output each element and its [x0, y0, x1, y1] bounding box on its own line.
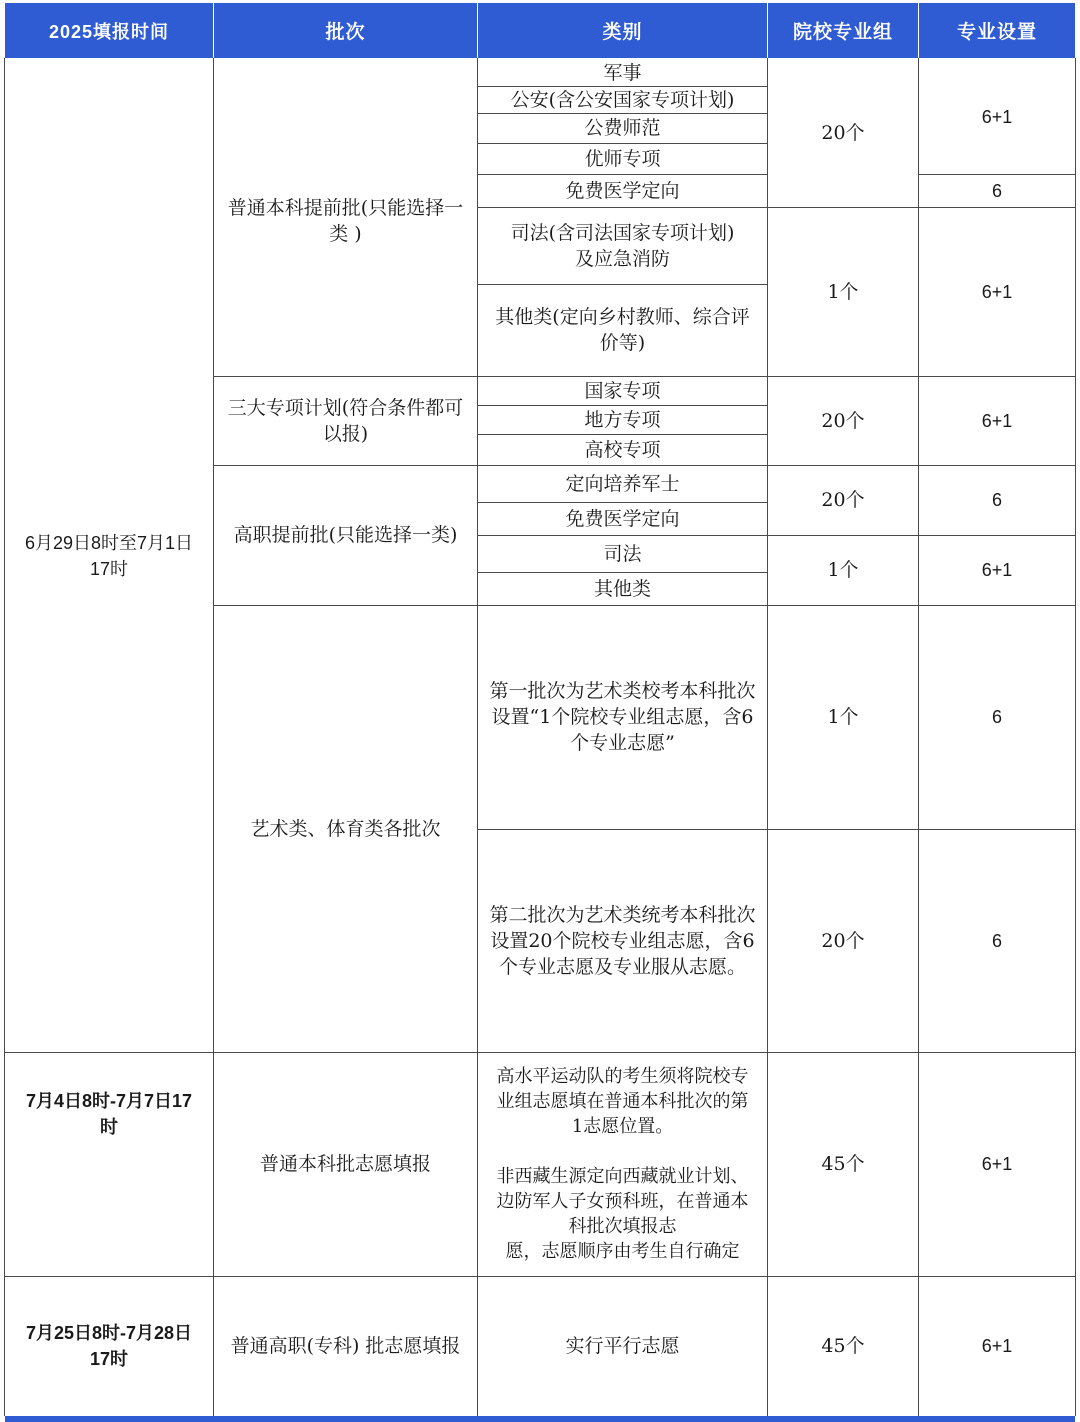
- grid-hline: [477, 405, 768, 406]
- header-category: 类别: [478, 3, 767, 58]
- grid-hline: [4, 1052, 1076, 1053]
- header-time: 2025填报时间: [5, 3, 213, 58]
- grid-hline: [213, 465, 1076, 466]
- table-bottom-bar: [5, 1416, 1075, 1422]
- major-setting-1: 6+1: [981, 106, 1013, 127]
- category-excellent-teacher: 优师专项: [584, 147, 661, 170]
- major-setting-6: 6+1: [981, 560, 1013, 580]
- batch-regular-early: 普通本科提前批(只能选择一 类 ): [227, 197, 464, 245]
- grid-hline: [477, 174, 768, 175]
- time-slot-1: 6月29日8时至7月1日 17时: [24, 532, 194, 579]
- grid-hline: [477, 113, 768, 114]
- category-judicial: 司法: [603, 542, 642, 565]
- category-regular-undergrad-notes: 高水平运动队的考生须将院校专 业组志愿填在普通本科批次的第 1志愿位置。 非西藏生源定向西藏就业计划、 边防军人子女预科班，在普通本 科批次填报志 愿，志愿顺序由考生自行确定: [496, 1066, 749, 1262]
- category-judicial-emergency: 司法(含司法国家专项计划) 及应急消防: [510, 221, 735, 270]
- grid-vline: [213, 58, 214, 1416]
- batch-regular-vocational: 普通高职(专科) 批志愿填报: [230, 1335, 461, 1357]
- header-batch: 批次: [214, 3, 477, 58]
- grid-vline: [477, 58, 478, 1416]
- category-police: 公安(含公安国家专项计划): [510, 88, 735, 111]
- major-setting-9: 6+1: [981, 1154, 1013, 1174]
- category-national-special: 国家专项: [584, 379, 661, 402]
- grid-vline: [767, 58, 768, 1416]
- category-publicly-funded-normal: 公费师范: [584, 117, 661, 139]
- category-military: 军事: [603, 61, 642, 84]
- major-setting-2: 6: [991, 180, 1002, 201]
- category-local-special: 地方专项: [584, 408, 661, 431]
- major-setting-4: 6+1: [981, 410, 1013, 431]
- group-count-7: 20个: [821, 929, 865, 952]
- header-group: 院校专业组: [768, 3, 918, 58]
- grid-hline: [477, 535, 1076, 536]
- grid-hline: [477, 434, 768, 435]
- category-parallel-volunteer: 实行平行志愿: [565, 1335, 680, 1357]
- grid-vline: [918, 58, 919, 1416]
- category-other-rural: 其他类(定向乡村教师、综合评 价等): [495, 306, 750, 354]
- group-count-3: 20个: [821, 409, 865, 432]
- grid-hline: [4, 1276, 1076, 1277]
- batch-art-sports: 艺术类、体育类各批次: [250, 817, 441, 840]
- group-count-6: 1个: [827, 706, 859, 728]
- major-setting-8: 6: [991, 930, 1002, 951]
- category-art-second-batch: 第二批次为艺术类统考本科批次 设置20个院校专业组志愿，含6 个专业志愿及专业服从志愿。: [489, 903, 756, 978]
- group-count-9: 45个: [821, 1335, 865, 1357]
- grid-hline: [213, 376, 1076, 377]
- major-setting-5: 6: [991, 490, 1002, 510]
- major-setting-3: 6+1: [981, 281, 1013, 302]
- category-university-special: 高校专项: [584, 438, 661, 461]
- group-count-2: 1个: [827, 280, 859, 303]
- group-count-5: 1个: [827, 559, 859, 581]
- grid-hline: [918, 174, 1076, 175]
- time-slot-2: 7月4日8时-7月7日17 时: [25, 1091, 193, 1137]
- grid-hline: [477, 86, 768, 87]
- group-count-1: 20个: [821, 122, 865, 144]
- category-other: 其他类: [593, 577, 651, 600]
- category-free-medical: 免费医学定向: [565, 179, 680, 202]
- grid-hline: [477, 502, 768, 503]
- grid-vline: [1075, 58, 1076, 1416]
- header-major: 专业设置: [919, 3, 1075, 58]
- category-free-medical-vocational: 免费医学定向: [565, 507, 680, 530]
- batch-vocational-early: 高职提前批(只能选择一类): [233, 524, 458, 546]
- grid-hline: [477, 829, 1076, 830]
- grid-hline: [213, 605, 1076, 606]
- grid-hline: [477, 207, 1076, 208]
- batch-three-special: 三大专项计划(符合条件都可 以报): [227, 396, 464, 445]
- grid-vline: [4, 58, 5, 1416]
- category-directed-soldier: 定向培养军士: [565, 472, 680, 495]
- group-count-8: 45个: [821, 1153, 865, 1175]
- grid-hline: [477, 572, 768, 573]
- batch-regular-undergrad: 普通本科批志愿填报: [259, 1153, 431, 1175]
- category-art-first-batch: 第一批次为艺术类校考本科批次 设置“1个院校专业组志愿，含6 个专业志愿”: [489, 680, 756, 754]
- grid-hline: [477, 284, 768, 285]
- major-setting-10: 6+1: [981, 1336, 1013, 1356]
- major-setting-7: 6: [991, 707, 1002, 727]
- time-slot-3: 7月25日8时-7月28日 17时: [25, 1323, 193, 1369]
- grid-hline: [477, 143, 768, 144]
- group-count-4: 20个: [821, 489, 865, 511]
